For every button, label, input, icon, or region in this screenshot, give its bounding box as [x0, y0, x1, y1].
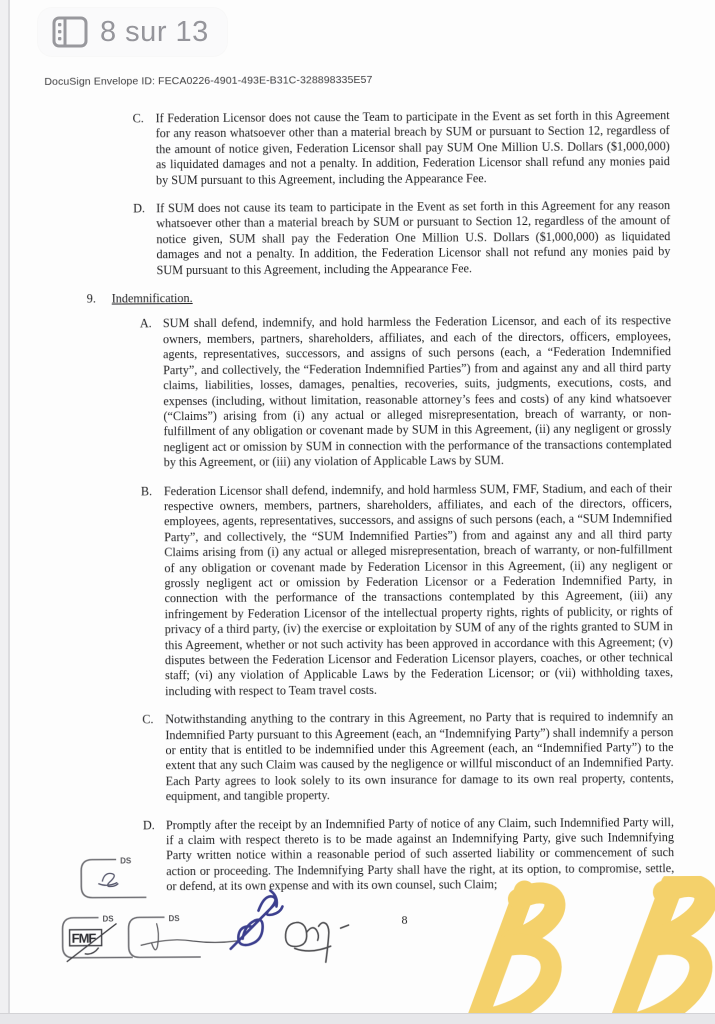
ds-label: DS	[120, 856, 132, 866]
page-number: 8	[401, 912, 408, 927]
ds-label: DS	[102, 914, 114, 924]
section-9-heading	[87, 288, 714, 307]
clause-text: If Federation Licensor does not cause the Team to participate in the Event as set forth in this Agreement for any reason whatsoever other than a material breach by SUM or pursuant to Section 12, regardless of the amount of notice given, Federation Licensor shall pay SUM One Million U.S. Dollars ($1,000,000) as liquidated damages and not a penalty. In addition, Federation Licensor shall refund any monies paid by SUM pursuant to this Agreement, including the Appearance Fee.	[155, 108, 670, 187]
clause-text: If SUM does not cause its team to participate in the Event as set forth in this Agreement for any reason whatsoever other than a material breach by SUM or pursuant to Section 12, regardless of the amount of notice given, SUM shall pay the Federation One Million U.S. Dollars ($1,000,000) as liquidated damages and not a penalty. In addition, the Federation Licensor shall not refund any monies paid by SUM pursuant to this Agreement, including the Appearance Fee.	[156, 198, 671, 277]
page-indicator-chip[interactable]	[38, 8, 227, 56]
clause-text: Federation Licensor shall defend, indemnify, and hold harmless SUM, FMF, Stadium, and each of their respective owners, members, partners, shareholders, affiliates, and each of the directors, officers, employees, agents, representatives, successors, and assigns of such persons (each, a “SUM Indemnified Party”, and collectively, the “SUM Indemnified Parties”) from and against any and all third party Claims arising from (i) any actual or alleged misrepresentation, breach of warranty, or non-fulfillment of any obligation or covenant made by Federation Licensor in this Agreement, (ii) any negligent or grossly negligent act or omission by Federation Licensor or a Federation Indemnified Party, in connection with the performance of the transactions contemplated by this Agreement, (iii) any infringement by Federation Licensor of the intellectual property rights, rights of publicity, or rights of privacy of a third party, (iv) the exercise or exploitation by SUM of any of the rights granted to SUM in this Agreement, whether or not such activity has been approved in accordance with this Agreement; (v) disputes between the Federation Licensor and Federation Licensor players, coaches, or other technical staff; (vi) any violation of Applicable Laws by the Federation Licensor; or (vii) withholding taxes, including with respect to Team travel costs.	[163, 480, 674, 699]
section-title: Indemnification.	[111, 291, 193, 306]
thumbnails-panel-icon	[52, 16, 88, 48]
section-number: 9.	[86, 291, 96, 306]
viewer-bottom-strip	[0, 1013, 715, 1024]
contract-body	[10, 108, 715, 909]
clause-label: C.	[142, 712, 154, 727]
bb-marker-annotation	[462, 876, 715, 1013]
clause-label: B.	[140, 483, 153, 498]
clause-d	[133, 198, 670, 278]
document-page	[10, 0, 715, 1013]
clause-c	[133, 108, 670, 188]
subclause-a	[140, 314, 672, 471]
clause-text: Notwithstanding anything to the contrary in this Agreement, no Party that is required to indemnify an Indemnified Party pursuant to this Agreement (each, an “Indemnifying Party”) shall indemnify a person or entity that is entitled to be indemnified under this Agreement (each, an “Indemnified Party”) to the extent that any such Claim was caused by the negligence or willful misconduct of an Indemnified Party. Each Party agrees to look solely to its own insurance for damage to its own real property, contents, equipment, and tangible property.	[165, 709, 674, 804]
clause-label: D.	[133, 201, 146, 216]
page-indicator-label: 8 sur 13	[100, 15, 209, 48]
subclause-c	[142, 709, 674, 805]
fmf-stamp-label: FMF	[71, 930, 96, 946]
clause-text: SUM shall defend, indemnify, and hold harmless the Federation Licensor, and each of its respective owners, members, partners, shareholders, affiliates, and each of the directors, officers, employees, agents, representatives, successors, and assigns of such persons (each, a “Federation Indemnified Party”, and collectively, the “Federation Indemnified Parties”) from and against any and all third party claims, liabilities, losses, damages, penalties, recoveries, suits, judgments, executions, costs, and expenses (including, without limitation, reasonable attorney’s fees and costs) of any kind whatsoever (“Claims”) arising from (i) any actual or alleged misrepresentation, breach of warranty, or non-fulfillment of any obligation or covenant made by SUM in this Agreement, (ii) any negligent or grossly negligent act or omission by SUM in connection with the performance of the transactions contemplated by this Agreement, or (iii) any violation of Applicable Laws by SUM.	[162, 313, 672, 470]
handwritten-initials-dark	[274, 908, 354, 970]
docusign-envelope-id: DocuSign Envelope ID: FECA0226-4901-493E-B31C-328898335E57	[44, 73, 373, 88]
docusign-initial-tab-1[interactable]	[74, 853, 174, 904]
clause-label: D.	[142, 817, 155, 833]
initials-ink	[98, 873, 118, 886]
subclause-b	[141, 481, 673, 700]
clause-text: Promptly after the receipt by an Indemnified Party of notice of any Claim, such Indemnified Party will, if a claim with respect thereto is to be made against an Indemnifying Party, give such Indemnifying Party written notice within a reasonable period of such asserted liability or commencement of such action or proceeding. The Indemnifying Party shall have the right, at its option, to compromise, settle, or defend, at its own expense and with its own counsel, such Claim;	[165, 814, 675, 894]
ds-label: DS	[168, 914, 180, 924]
clause-label: A.	[139, 316, 152, 331]
clause-label: C.	[132, 111, 144, 126]
